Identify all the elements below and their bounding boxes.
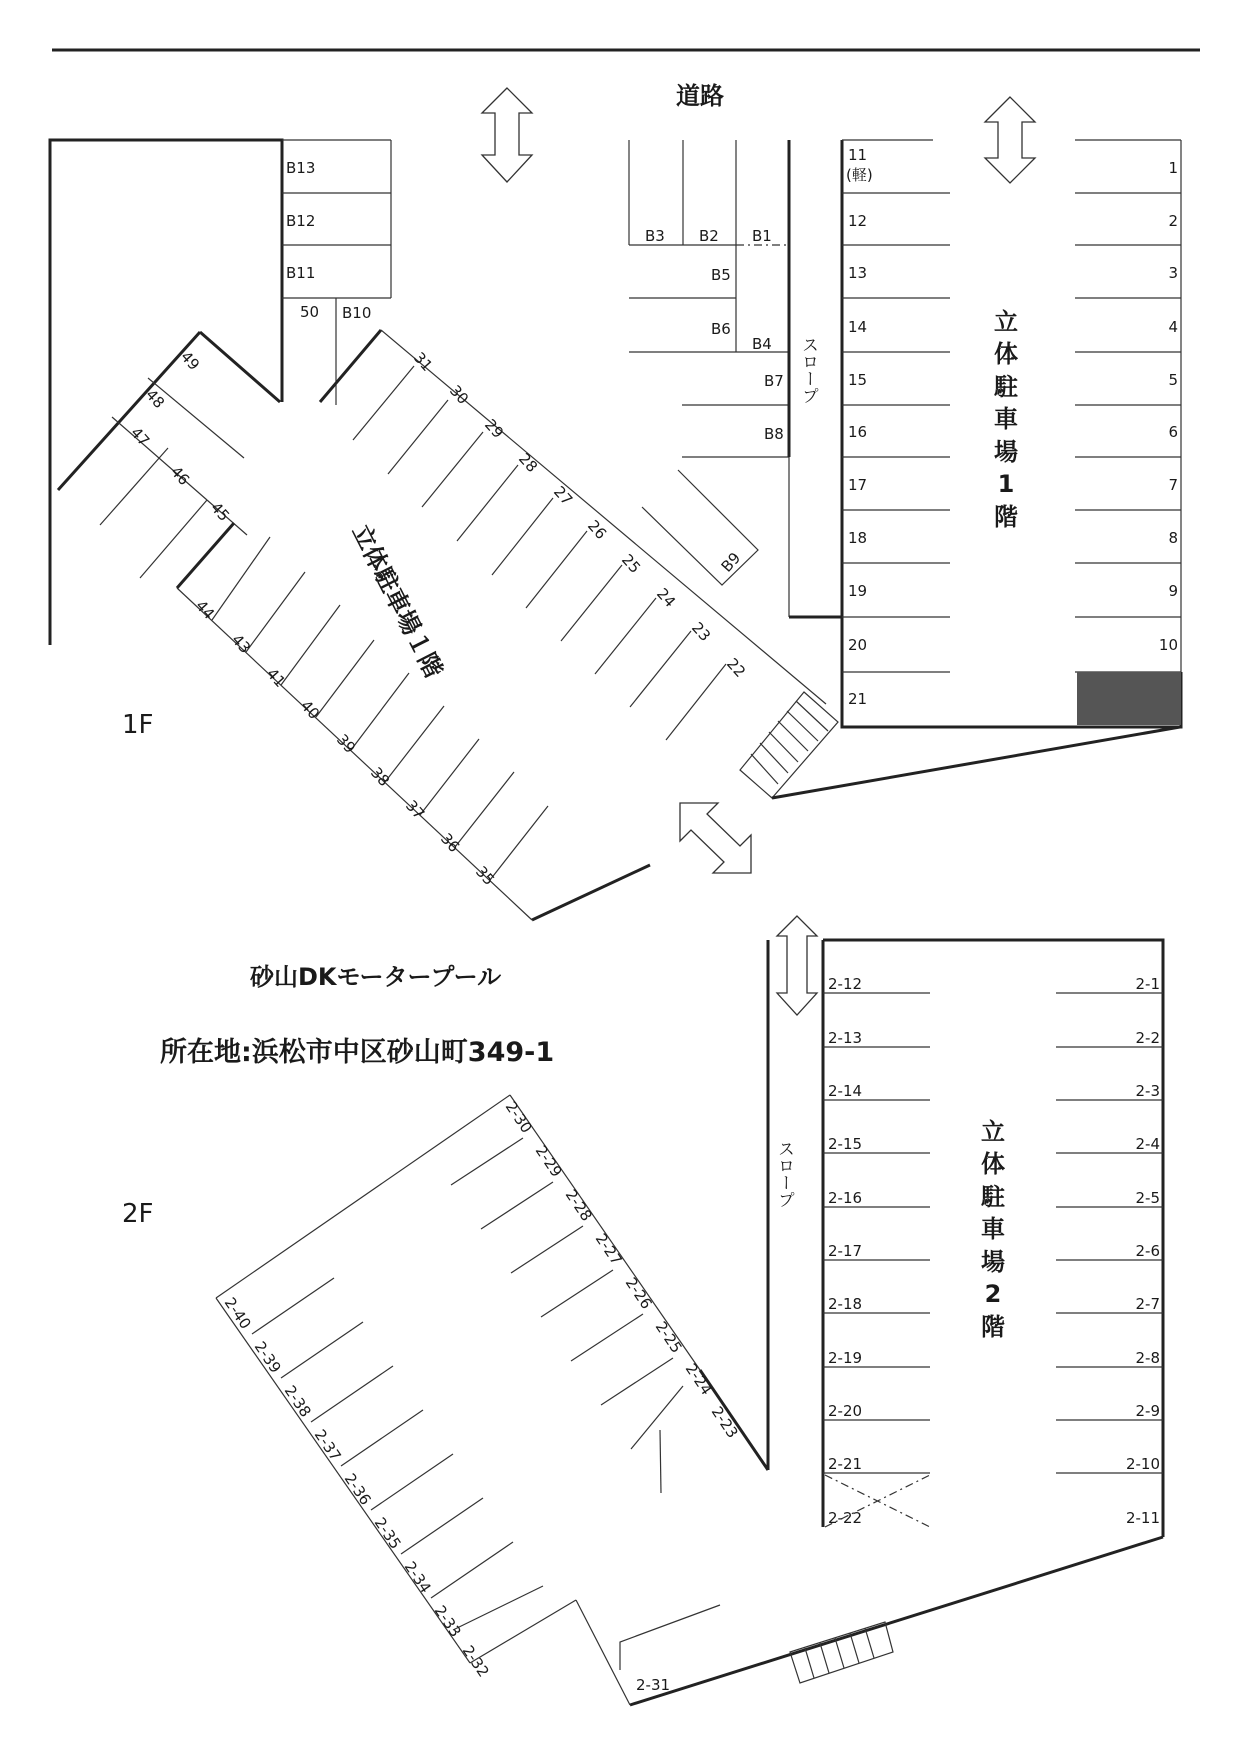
- space-2-14: 2-14: [828, 1082, 863, 1100]
- space-28: 28: [515, 449, 542, 476]
- svg-text:立: 立: [994, 308, 1018, 336]
- space-2-2: 2-2: [1135, 1029, 1160, 1047]
- space-2-27: 2-27: [591, 1230, 626, 1269]
- svg-text:2: 2: [984, 1280, 1002, 1308]
- space-b2: B2: [699, 227, 719, 245]
- space-50: 50: [300, 303, 320, 321]
- road-entrance-arrow-icon: [482, 88, 532, 182]
- space-6: 6: [1168, 423, 1178, 441]
- space-b12: B12: [286, 212, 316, 230]
- space-2-36: 2-36: [340, 1470, 375, 1509]
- space-2-24: 2-24: [681, 1360, 716, 1399]
- space-b11: B11: [286, 264, 316, 282]
- space-47: 47: [127, 423, 154, 450]
- garage-title-2f: [980, 1118, 1005, 1341]
- space-41: 41: [263, 664, 290, 691]
- space-38: 38: [367, 763, 394, 790]
- space-2: 2: [1168, 212, 1178, 230]
- 2f-south-wall: [630, 1537, 1163, 1705]
- space-29: 29: [481, 415, 508, 442]
- space-2-8: 2-8: [1135, 1349, 1160, 1367]
- floor-2f-label: 2F: [122, 1199, 154, 1229]
- space-1: 1: [1168, 159, 1178, 177]
- space-2-32: 2-32: [458, 1642, 493, 1681]
- 1f-south-wall: [772, 727, 1180, 798]
- right-row-dividers-2f: [451, 1138, 683, 1493]
- space-2-11: 2-11: [1125, 1509, 1160, 1527]
- space-2-39: 2-39: [250, 1338, 285, 1377]
- space-18: 18: [848, 529, 868, 547]
- space-2-1: 2-1: [1135, 975, 1160, 993]
- space-2-19: 2-19: [828, 1349, 863, 1367]
- space-31: 31: [410, 348, 437, 375]
- space-20: 20: [848, 636, 868, 654]
- space-27: 27: [550, 482, 577, 509]
- space-2-23: 2-23: [707, 1403, 742, 1442]
- space-21: 21: [848, 690, 868, 708]
- slope-2f-arrow-icon: [777, 916, 817, 1015]
- stairs-1f: [740, 692, 838, 798]
- space-11: 11: [848, 146, 868, 164]
- left-wing-outline: [58, 332, 280, 578]
- space-25: 25: [618, 550, 645, 577]
- svg-text:体: 体: [994, 340, 1018, 368]
- space-13: 13: [848, 264, 868, 282]
- svg-text:車: 車: [981, 1215, 1005, 1243]
- svg-text:階: 階: [994, 503, 1018, 531]
- road-label: 道路: [676, 82, 724, 110]
- space-2-38: 2-38: [280, 1382, 315, 1421]
- space-b10: B10: [342, 304, 372, 322]
- space-17: 17: [848, 476, 868, 494]
- space-b8: B8: [764, 425, 784, 443]
- space-48: 48: [142, 385, 169, 412]
- space-b13: B13: [286, 159, 316, 177]
- facility-address: 所在地:浜松市中区砂山町349-1: [160, 1037, 555, 1068]
- space-2-18: 2-18: [828, 1295, 863, 1313]
- garage-1f-right-dividers: [1075, 140, 1181, 672]
- space-22: 22: [723, 654, 750, 681]
- reserved-block: [1077, 672, 1181, 725]
- space-19: 19: [848, 582, 868, 600]
- space-14: 14: [848, 318, 868, 336]
- space-11-note: (軽): [846, 166, 873, 184]
- space-2-4: 2-4: [1135, 1135, 1160, 1153]
- stairs-2f: [790, 1622, 893, 1683]
- space-8: 8: [1168, 529, 1178, 547]
- garage-2f-left-dividers: [823, 993, 930, 1473]
- svg-text:1: 1: [997, 470, 1015, 498]
- space-2-15: 2-15: [828, 1135, 863, 1153]
- space-2-31: 2-31: [636, 1676, 671, 1694]
- slope-label-2f: スロープ: [774, 1140, 794, 1208]
- space-2-35: 2-35: [370, 1514, 405, 1553]
- space-4: 4: [1168, 318, 1178, 336]
- space-23: 23: [688, 618, 715, 645]
- space-2-33: 2-33: [430, 1602, 465, 1641]
- space-36: 36: [437, 829, 464, 856]
- space-2-9: 2-9: [1135, 1402, 1160, 1420]
- svg-text:駐: 駐: [994, 373, 1018, 401]
- diagonal-entrance-arrow-icon: [680, 803, 751, 873]
- space-b9: B9: [717, 548, 745, 576]
- space-2-3: 2-3: [1135, 1082, 1160, 1100]
- space-37: 37: [402, 796, 429, 823]
- space-2-20: 2-20: [828, 1402, 863, 1420]
- floor-1f-label: 1F: [122, 710, 154, 740]
- space-2-7: 2-7: [1135, 1295, 1160, 1313]
- space-b7: B7: [764, 372, 784, 390]
- space-16: 16: [848, 423, 868, 441]
- space-39: 39: [333, 730, 360, 757]
- space-b4: B4: [752, 335, 772, 353]
- garage-2f-right-dividers: [1056, 993, 1163, 1473]
- space-2-37: 2-37: [310, 1426, 345, 1465]
- space-15: 15: [848, 371, 868, 389]
- garage-entrance-arrow-icon: [985, 97, 1035, 183]
- space-b6: B6: [711, 320, 731, 338]
- svg-text:場: 場: [994, 438, 1018, 466]
- space-2-26: 2-26: [621, 1274, 656, 1313]
- garage-1f-outline: [842, 140, 1181, 727]
- space-2-13: 2-13: [828, 1029, 863, 1047]
- svg-text:駐: 駐: [981, 1183, 1005, 1211]
- space-2-34: 2-34: [400, 1558, 435, 1597]
- space-2-25: 2-25: [651, 1318, 686, 1357]
- diagonal-garage-title-1f: 立体駐車場１階: [346, 520, 448, 683]
- space-12: 12: [848, 212, 868, 230]
- space-43: 43: [228, 630, 255, 657]
- space-2-5: 2-5: [1135, 1189, 1160, 1207]
- space-30: 30: [446, 381, 473, 408]
- space-46: 46: [167, 462, 194, 489]
- space-3: 3: [1168, 264, 1178, 282]
- space-7: 7: [1168, 476, 1178, 494]
- diagonal-block-1f-outline: [177, 330, 826, 920]
- space-35: 35: [472, 862, 499, 889]
- space-45: 45: [207, 498, 234, 525]
- space-2-17: 2-17: [828, 1242, 863, 1260]
- space-2-28: 2-28: [561, 1186, 596, 1225]
- space-b5: B5: [711, 266, 731, 284]
- space-2-40: 2-40: [220, 1294, 255, 1333]
- space-26: 26: [584, 516, 611, 543]
- space-2-6: 2-6: [1135, 1242, 1160, 1260]
- space-2-21: 2-21: [828, 1455, 863, 1473]
- upper-row-dividers: [353, 366, 726, 740]
- space-5: 5: [1168, 371, 1178, 389]
- space-24: 24: [653, 584, 680, 611]
- slope-label-1f: スロープ: [798, 336, 818, 404]
- facility-name: 砂山DKモータープール: [250, 963, 502, 991]
- space-2-22: 2-22: [828, 1509, 863, 1527]
- svg-text:立: 立: [981, 1118, 1005, 1146]
- space-10: 10: [1158, 636, 1178, 654]
- space-2-16: 2-16: [828, 1189, 863, 1207]
- space-40: 40: [297, 696, 324, 723]
- svg-text:車: 車: [994, 405, 1018, 433]
- svg-text:体: 体: [981, 1150, 1005, 1178]
- space-2-30: 2-30: [501, 1098, 536, 1137]
- svg-text:場: 場: [981, 1248, 1005, 1276]
- space-44: 44: [192, 596, 219, 623]
- svg-text:階: 階: [981, 1313, 1005, 1341]
- space-9: 9: [1168, 582, 1178, 600]
- space-2-12: 2-12: [828, 975, 863, 993]
- space-2-10: 2-10: [1125, 1455, 1160, 1473]
- garage-title-1f: [993, 308, 1018, 531]
- left-row-dividers-2f: [252, 1278, 543, 1630]
- space-49: 49: [177, 347, 204, 374]
- space-2-29: 2-29: [531, 1142, 566, 1181]
- space-b3: B3: [645, 227, 665, 245]
- space-b1: B1: [752, 227, 772, 245]
